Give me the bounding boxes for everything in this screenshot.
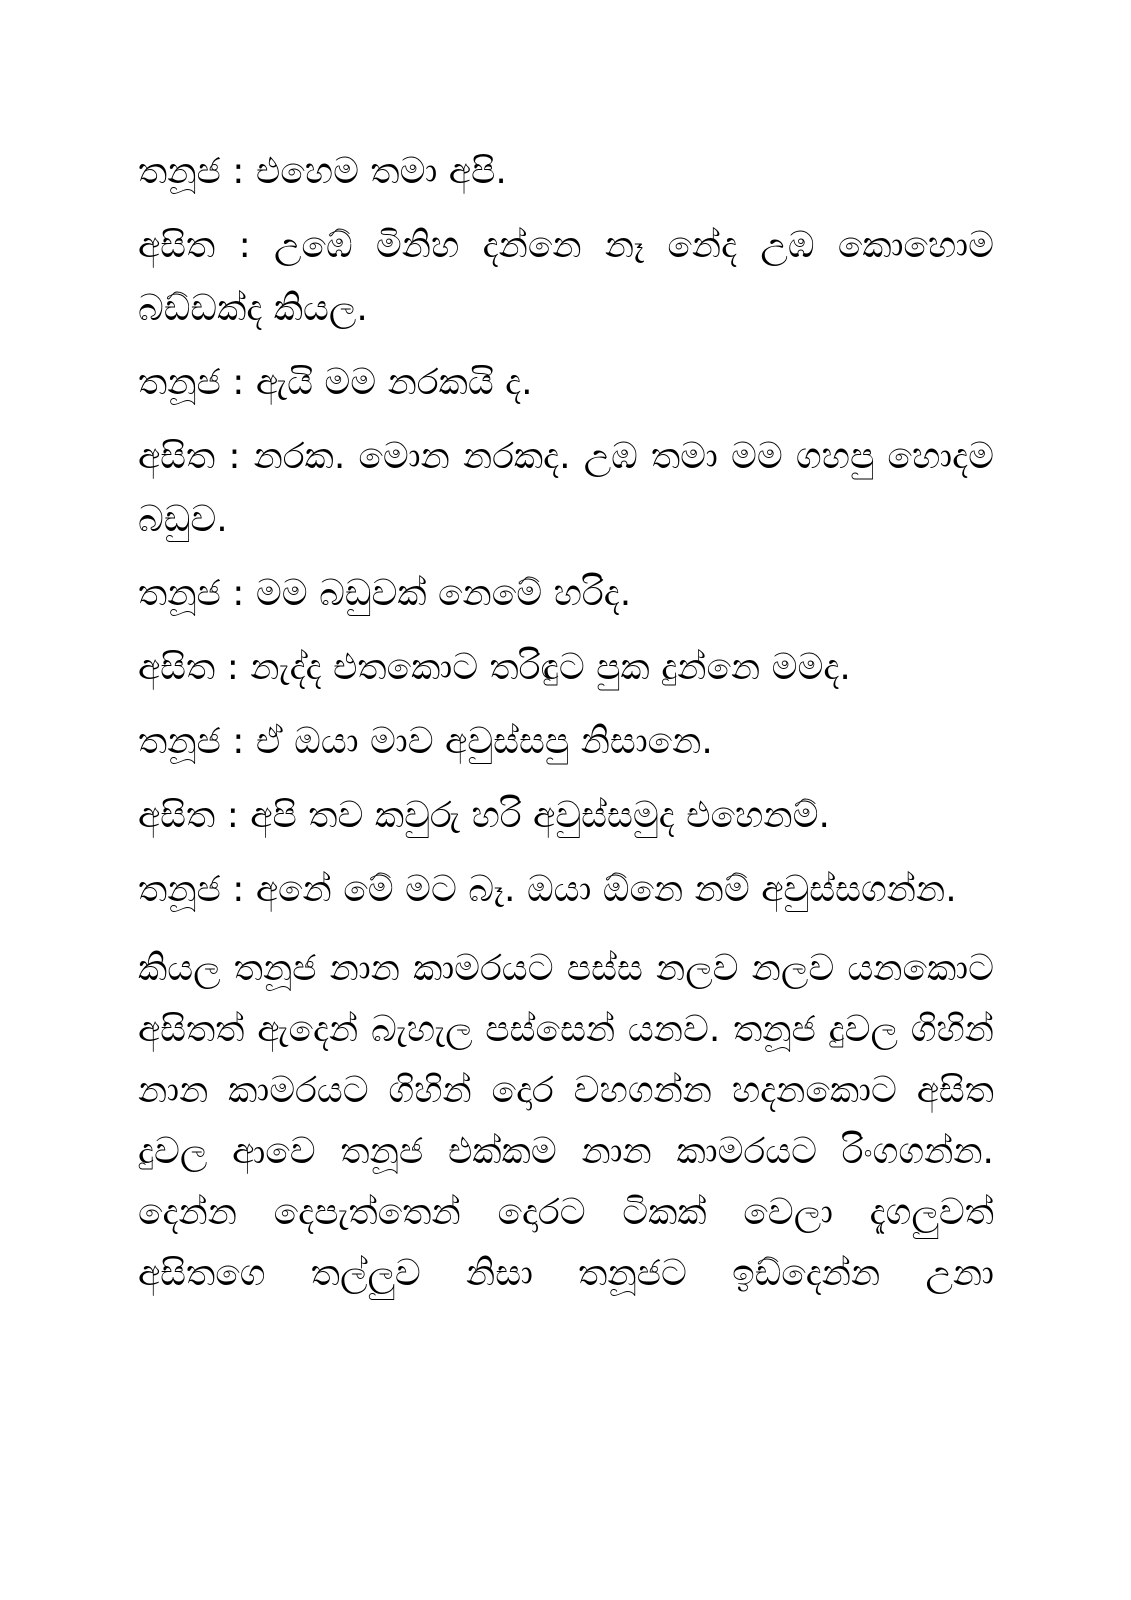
dialogue-line: තනූජ : ඇයි මම නරකයි ද. [138,362,533,403]
dialogue-line: අසිත : නැද්ද එතකොට තරිඳුට පුක දුන්නෙ මමද. [138,647,851,688]
dialogue-line: තනූජ : ඒ ඔයා මාව අවුස්සපු නිසානෙ. [138,721,713,762]
dialogue-line: තනූජ : මම බඩුවක් නෙමේ හරිද. [138,573,632,614]
dialogue-line: අසිත : අපි තව කවුරු හරි අවුස්සමුද එහෙනම්. [138,795,830,836]
dialogue-line: තනූජ : එහෙම තමා අපි. [138,151,507,192]
narrative-paragraph: කියල තනූජ නාන කාමරයට පස්ස නලව නලව යනකොට අසිතත් ඇදෙන් බැහැල පස්සෙන් යනව. තනූජ දුවල ගිහින් නාන කාමරයට ගිහින් දොර වහගන්න හදනකොට අසිත දුවල ආවෙ තනූජ එක්කම නාන කාමරයට රිංගගන්න. දෙන්න දෙපැත්තෙන් දොරට ටිකක් වෙලා දැගලුවත් අසිතගෙ තල්ලුව නිසා තනූජට ඉඩ්දෙන්න උනා [138,948,994,1294]
dialogue-line: අසිත : නරක. මොන නරකද. උඹ තමා මම ගහපු හොදම බඩුව. [138,436,994,540]
dialogue-line: තනූජ : අනේ මේ මට බෑ. ඔයා ඕනෙ නම් අවුස්සගන්න. [138,869,957,910]
document-page [138,140,994,1304]
dialogue-line: අසිත : උඹේ මිනිහ දන්නෙ නෑ නේද උඹ කොහොම බඩ්ඩක්ද කියල. [138,225,994,329]
